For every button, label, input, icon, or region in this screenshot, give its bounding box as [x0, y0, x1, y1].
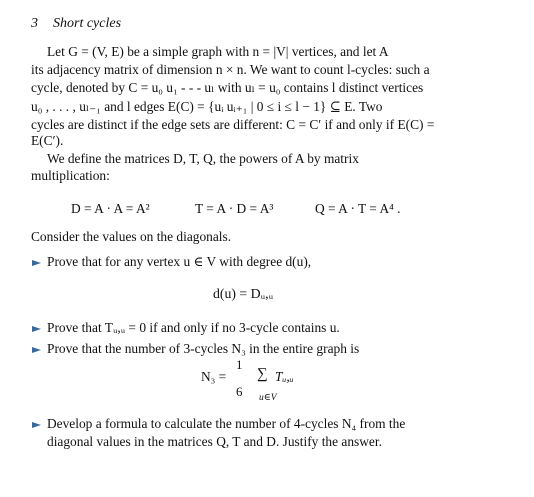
equation-degree: d(u) = Dᵤ,ᵤ	[213, 286, 274, 301]
bullet-text: Prove that the number of 3-cycles N₃ in the entire graph is	[47, 341, 360, 356]
paragraph-line: its adjacency matrix of dimension n × n. We want to count l-cycles: such a	[31, 62, 430, 77]
bullet-text: diagonal values in the matrices Q, T and D. Justify the answer.	[47, 434, 382, 449]
bullet-arrow-icon	[32, 326, 41, 332]
sum-symbol: ∑	[257, 366, 268, 382]
equation-n3-lhs: N₃ =	[201, 369, 227, 384]
section-title: Short cycles	[53, 16, 122, 31]
bullet-text: Prove that for any vertex u ∈ V with degree d(u),	[47, 254, 312, 269]
bullet-text: Develop a formula to calculate the number of 4-cycles N₄ from the	[47, 416, 406, 431]
matrix-def-d: D = A · A = A²	[71, 201, 150, 216]
fraction-numerator: 1	[236, 357, 243, 372]
paragraph-line: E(C′).	[31, 133, 64, 148]
paragraph-line: multiplication:	[31, 168, 110, 183]
fraction-denominator: 6	[236, 384, 243, 399]
paragraph-line: cycles are distinct if the edge sets are different: C = C′ if and only if E(C) =	[31, 117, 435, 132]
bullet-text: Prove that Tᵤ,ᵤ = 0 if and only if no 3-cycle contains u.	[47, 320, 340, 335]
equation-summand: Tᵤ,ᵤ	[275, 369, 294, 384]
paragraph-line: We define the matrices D, T, Q, the powers of A by matrix	[47, 151, 359, 166]
paragraph-line: Consider the values on the diagonals.	[31, 229, 232, 244]
paragraph-line: u₀ , . . . , uₗ₋₁ and l edges E(C) = {uᵢ uᵢ₊₁ | 0 ≤ i ≤ l − 1} ⊆ E. Two	[31, 99, 383, 114]
matrix-def-t: T = A · D = A³	[195, 201, 274, 216]
sum-index: u∈V	[259, 393, 277, 403]
matrix-def-q: Q = A · T = A⁴ .	[315, 201, 401, 216]
paragraph-line: cycle, denoted by C = u₀ u₁ - - - uₗ with uₗ = u₀ contains l distinct vertices	[31, 80, 424, 95]
section-number: 3	[31, 16, 38, 31]
bullet-arrow-icon	[32, 260, 41, 266]
bullet-arrow-icon	[32, 422, 41, 428]
paragraph-line: Let G = (V, E) be a simple graph with n = |V| vertices, and let A	[47, 44, 389, 59]
bullet-arrow-icon	[32, 347, 41, 353]
